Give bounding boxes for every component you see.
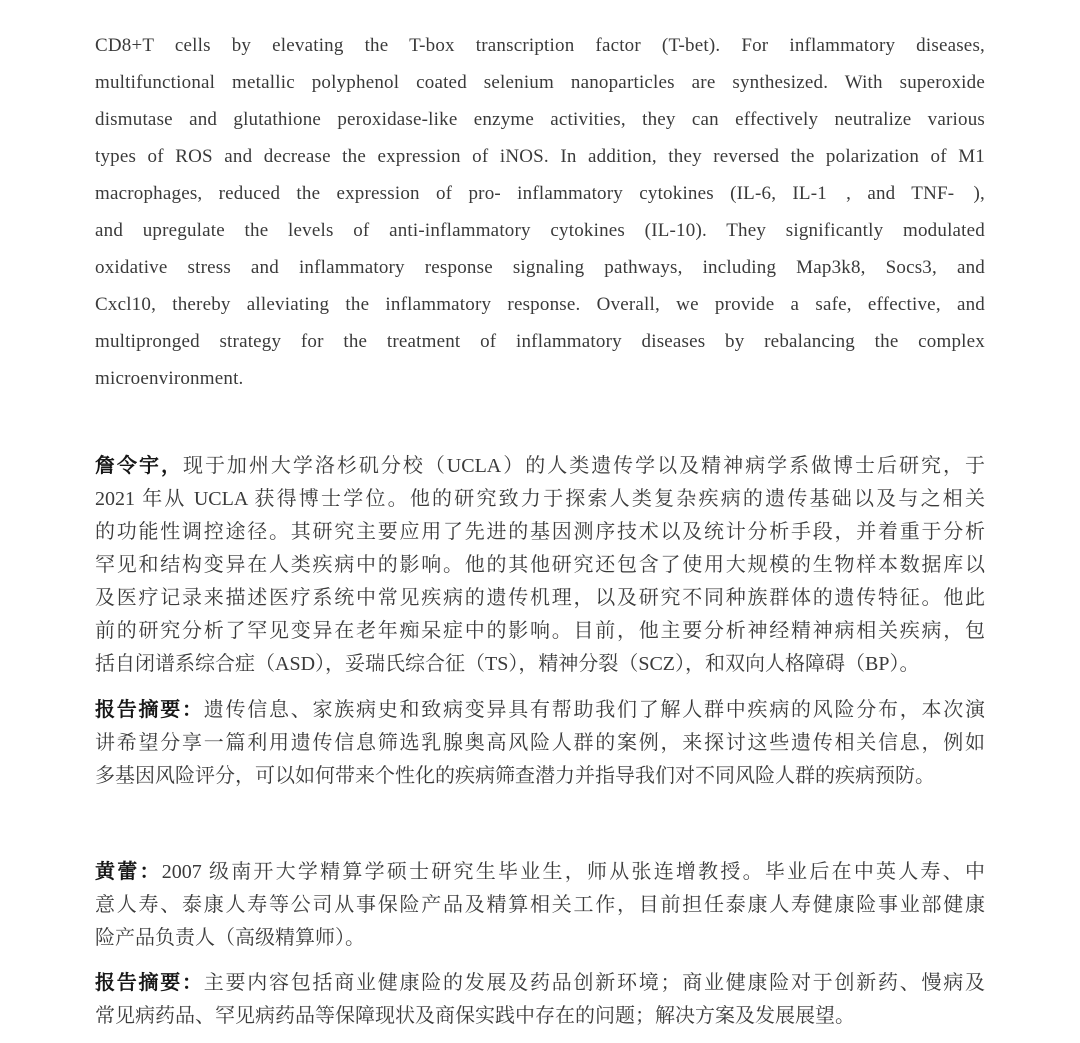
para-speaker2-bio <box>95 856 985 955</box>
text-line <box>95 727 985 760</box>
text-segment: 罕见和结构变异在人类疾病中的影响。他的其他研究还包含了使用大规模的生物样本数据库以 <box>95 554 985 576</box>
text-segment: types of ROS and decrease the expression of iNOS. In addition, they reversed the polarization of M1 <box>95 146 985 167</box>
text-segment: oxidative stress and inflammatory response signaling pathways, including Map3k8, Socs3, and <box>95 257 985 278</box>
text-line <box>95 967 985 1000</box>
text-line <box>95 175 985 212</box>
text-line <box>95 101 985 138</box>
text-line <box>95 694 985 727</box>
text-line <box>95 856 985 889</box>
text-line <box>95 760 985 793</box>
text-segment: 前的研究分析了罕见变异在老年痴呆症中的影响。目前，他主要分析神经精神病相关疾病，包 <box>95 620 985 642</box>
text-segment: macrophages, reduced the expression of pro- inflammatory cytokines (IL-6, IL-1 , and TNF- ), <box>95 183 985 204</box>
text-line <box>95 360 985 397</box>
text-segment: dismutase and glutathione peroxidase-like enzyme activities, they can effectively neutralize various <box>95 109 985 130</box>
text-segment: 主要内容包括商业健康险的发展及药品创新环境；商业健康险对于创新药、慢病及 <box>203 972 985 994</box>
text-line <box>95 582 985 615</box>
text-segment: multipronged strategy for the treatment of inflammatory diseases by rebalancing the complex <box>95 331 985 352</box>
text-line <box>95 249 985 286</box>
text-segment: 2007 级南开大学精算学硕士研究生毕业生，师从张连增教授。毕业后在中英人寿、中 <box>161 861 985 883</box>
text-segment: 多基因风险评分，可以如何带来个性化的疾病筛查潜力并指导我们对不同风险人群的疾病预防。 <box>95 765 935 787</box>
text-segment: 遗传信息、家族病史和致病变异具有帮助我们了解人群中疾病的风险分布，本次演 <box>203 699 985 721</box>
text-line <box>95 615 985 648</box>
para-speaker1-abstract <box>95 694 985 793</box>
text-line <box>95 323 985 360</box>
text-line <box>95 483 985 516</box>
bold-lead-text: 黄蕾： <box>95 861 162 883</box>
text-segment: microenvironment. <box>95 368 244 389</box>
text-segment: 2021 年从 UCLA 获得博士学位。他的研究致力于探索人类复杂疾病的遗传基础以及与之相关 <box>95 488 985 510</box>
text-line <box>95 286 985 323</box>
text-line <box>95 1000 985 1033</box>
text-line <box>95 450 985 483</box>
text-line <box>95 648 985 681</box>
para-abstract-english <box>95 27 985 397</box>
text-segment: Cxcl10, thereby alleviating the inflammatory response. Overall, we provide a safe, effective, and <box>95 294 985 315</box>
text-segment: 的功能性调控途径。其研究主要应用了先进的基因测序技术以及统计分析手段，并着重于分析 <box>95 521 985 543</box>
text-segment: 险产品负责人（高级精算师）。 <box>95 927 365 949</box>
text-segment: 常见病药品、罕见病药品等保障现状及商保实践中存在的问题；解决方案及发展展望。 <box>95 1005 855 1027</box>
text-line <box>95 212 985 249</box>
text-segment: and upregulate the levels of anti-inflammatory cytokines (IL-10). They significantly modulated <box>95 220 985 241</box>
bold-lead-text: 报告摘要： <box>95 972 204 994</box>
document-body <box>95 27 985 1033</box>
text-line <box>95 27 985 64</box>
bold-lead-text: 詹令宇， <box>95 455 183 477</box>
text-segment: CD8+T cells by elevating the T-box transcription factor (T-bet). For inflammatory diseases, <box>95 35 985 56</box>
text-segment: 括自闭谱系综合症（ASD），妥瑞氏综合征（TS），精神分裂（SCZ），和双向人格障碍（BP）。 <box>95 653 920 675</box>
text-segment: multifunctional metallic polyphenol coated selenium nanoparticles are synthesized. With superoxide <box>95 72 985 93</box>
para-speaker2-abstract <box>95 967 985 1033</box>
text-line <box>95 889 985 922</box>
text-segment: 讲希望分享一篇利用遗传信息筛选乳腺奥高风险人群的案例，来探讨这些遗传相关信息，例如 <box>95 732 985 754</box>
text-line <box>95 138 985 175</box>
para-speaker1-bio <box>95 450 985 681</box>
text-segment: 及医疗记录来描述医疗系统中常见疾病的遗传机理，以及研究不同种族群体的遗传特征。他此 <box>95 587 985 609</box>
text-segment: 现于加州大学洛杉矶分校（UCLA）的人类遗传学以及精神病学系做博士后研究，于 <box>182 455 985 477</box>
text-line <box>95 64 985 101</box>
text-line <box>95 922 985 955</box>
bold-lead-text: 报告摘要： <box>95 699 204 721</box>
text-line <box>95 516 985 549</box>
text-line <box>95 549 985 582</box>
text-segment: 意人寿、泰康人寿等公司从事保险产品及精算相关工作，目前担任泰康人寿健康险事业部健康 <box>95 894 985 916</box>
